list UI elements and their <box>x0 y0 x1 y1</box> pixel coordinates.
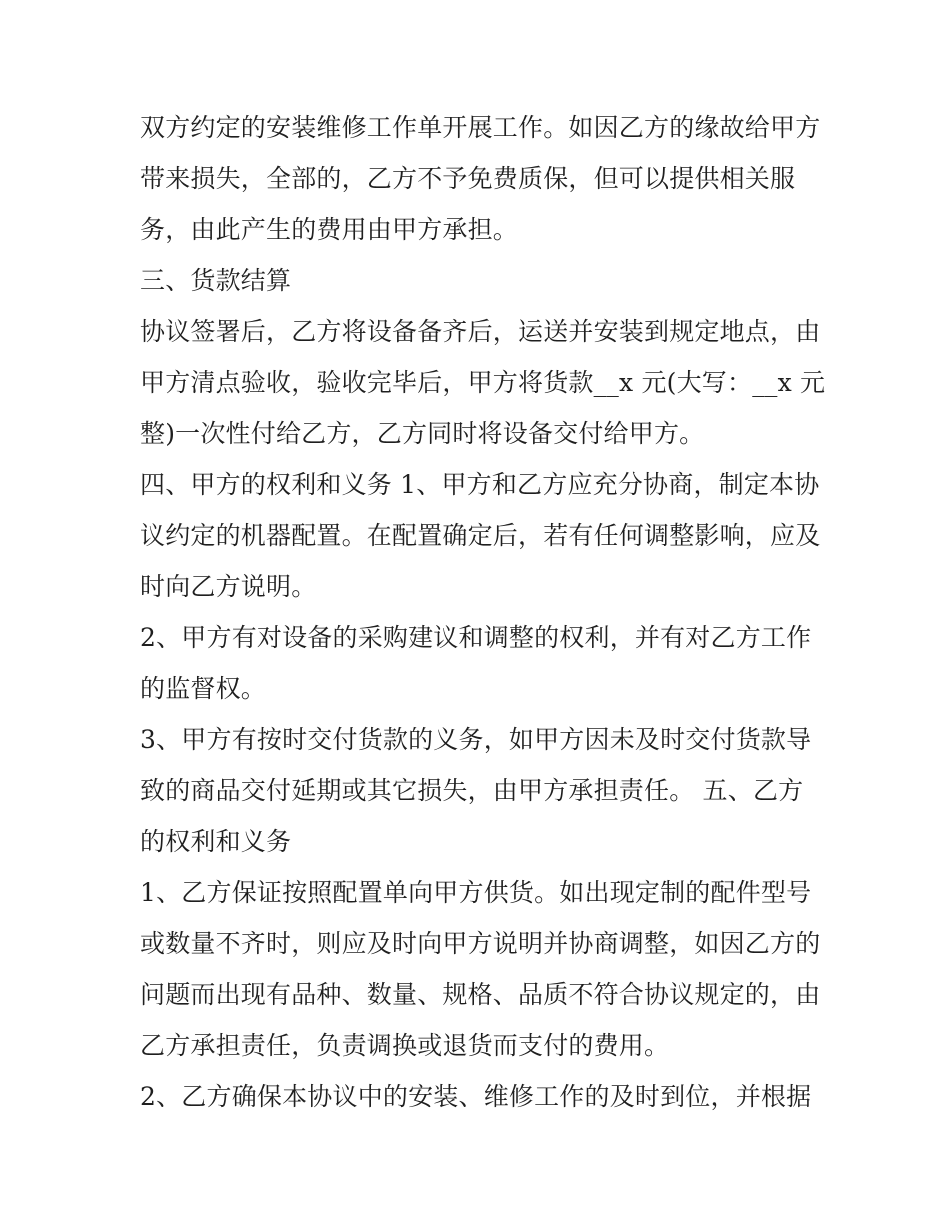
document-body <box>140 102 826 1122</box>
text-line: 或数量不齐时，则应及时向甲方说明并协商调整，如因乙方的 <box>140 929 821 958</box>
text-line: 整)一次性付给乙方，乙方同时将设备交付给甲方。 <box>140 419 705 448</box>
text-line: 2、甲方有对设备的采购建议和调整的权利，并有对乙方工作 <box>140 623 812 652</box>
text-line: 问题而出现有品种、数量、规格、品质不符合协议规定的，由 <box>140 980 821 1009</box>
text-line: 时向乙方说明。 <box>140 572 317 601</box>
text-line: 双方约定的安装维修工作单开展工作。如因乙方的缘故给甲方 <box>140 113 821 142</box>
section-heading: 三、货款结算 <box>140 266 292 295</box>
text-line: 2、乙方确保本协议中的安装、维修工作的及时到位，并根据 <box>140 1082 812 1111</box>
text-line: 议约定的机器配置。在配置确定后，若有任何调整影响，应及 <box>140 521 821 550</box>
text-line: 四、甲方的权利和义务 1、甲方和乙方应充分协商，制定本协 <box>140 470 820 499</box>
text-line: 的监督权。 <box>140 674 267 703</box>
text-line: 乙方承担责任，负责调换或退货而支付的费用。 <box>140 1031 670 1060</box>
text-line: 务，由此产生的费用由甲方承担。 <box>140 215 519 244</box>
text-line: 协议签署后，乙方将设备备齐后，运送并安装到规定地点，由 <box>140 317 821 346</box>
text-line: 的权利和义务 <box>140 827 292 856</box>
text-line: 1、乙方保证按照配置单向甲方供货。如出现定制的配件型号 <box>140 878 812 907</box>
text-line: 带来损失，全部的，乙方不予免费质保，但可以提供相关服 <box>140 164 796 193</box>
text-line: 甲方清点验收，验收完毕后，甲方将货款__x 元(大写：__x 元 <box>140 368 826 397</box>
text-line: 致的商品交付延期或其它损失，由甲方承担责任。 五、乙方 <box>140 776 804 805</box>
text-line: 3、甲方有按时交付货款的义务，如甲方因未及时交付货款导 <box>140 725 812 754</box>
